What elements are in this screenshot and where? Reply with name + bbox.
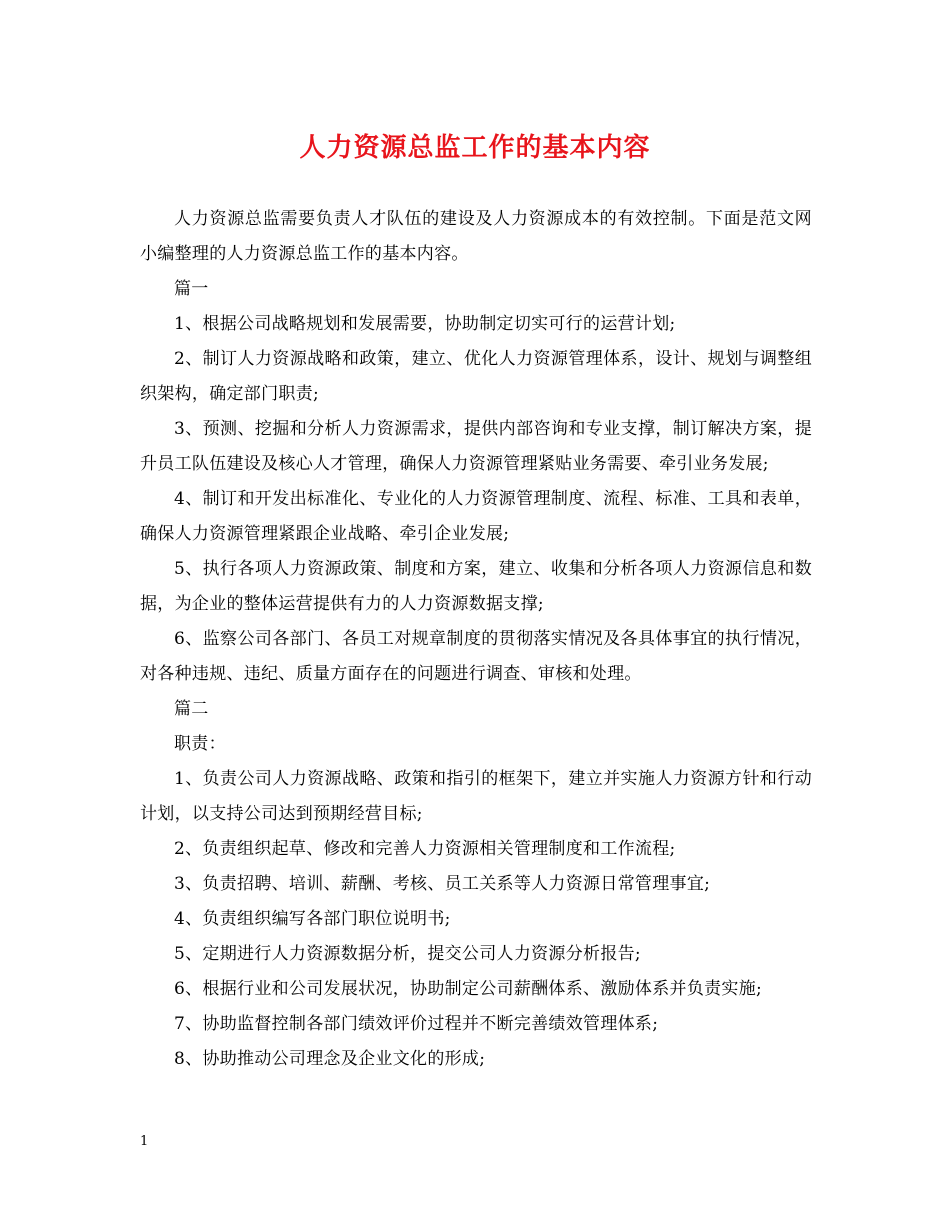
list-item: 6、监察公司各部门、各员工对规章制度的贯彻落实情况及各具体事宜的执行情况，对各种违规、违纪、质量方面存在的问题进行调查、审核和处理。	[140, 629, 812, 684]
list-item: 5、执行各项人力资源政策、制度和方案，建立、收集和分析各项人力资源信息和数据，为企业的整体运营提供有力的人力资源数据支撑;	[140, 559, 812, 614]
list-item: 1、根据公司战略规划和发展需要，协助制定切实可行的运营计划;	[174, 314, 676, 334]
section-heading-part-one: 篇一	[174, 279, 209, 299]
list-item: 8、协助推动公司理念及企业文化的形成;	[174, 1049, 486, 1069]
page-number: 1	[140, 1134, 149, 1149]
list-item: 1、负责公司人力资源战略、政策和指引的框架下，建立并实施人力资源方针和行动计划，以支持公司达到预期经营目标;	[140, 769, 812, 824]
list-item: 5、定期进行人力资源数据分析，提交公司人力资源分析报告;	[174, 944, 641, 964]
list-item: 2、负责组织起草、修改和完善人力资源相关管理制度和工作流程;	[174, 839, 676, 859]
intro-paragraph: 人力资源总监需要负责人才队伍的建设及人力资源成本的有效控制。下面是范文网小编整理的人力资源总监工作的基本内容。	[140, 209, 812, 264]
document-title: 人力资源总监工作的基本内容	[299, 133, 651, 163]
section-heading-part-two: 篇二	[174, 699, 209, 719]
responsibilities-heading: 职责：	[174, 734, 226, 754]
list-item: 7、协助监督控制各部门绩效评价过程并不断完善绩效管理体系;	[174, 1014, 659, 1034]
list-item: 6、根据行业和公司发展状况，协助制定公司薪酬体系、激励体系并负责实施;	[174, 979, 763, 999]
list-item: 2、制订人力资源战略和政策，建立、优化人力资源管理体系，设计、规划与调整组织架构，确定部门职责;	[140, 349, 812, 404]
list-item: 4、制订和开发出标准化、专业化的人力资源管理制度、流程、标准、工具和表单，确保人力资源管理紧跟企业战略、牵引企业发展;	[140, 489, 812, 544]
list-item: 3、预测、挖掘和分析人力资源需求，提供内部咨询和专业支撑，制订解决方案，提升员工队伍建设及核心人才管理，确保人力资源管理紧贴业务需要、牵引业务发展;	[140, 419, 812, 474]
list-item: 3、负责招聘、培训、薪酬、考核、员工关系等人力资源日常管理事宜;	[174, 874, 711, 894]
document-body	[140, 202, 812, 1077]
list-item: 4、负责组织编写各部门职位说明书;	[174, 909, 451, 929]
